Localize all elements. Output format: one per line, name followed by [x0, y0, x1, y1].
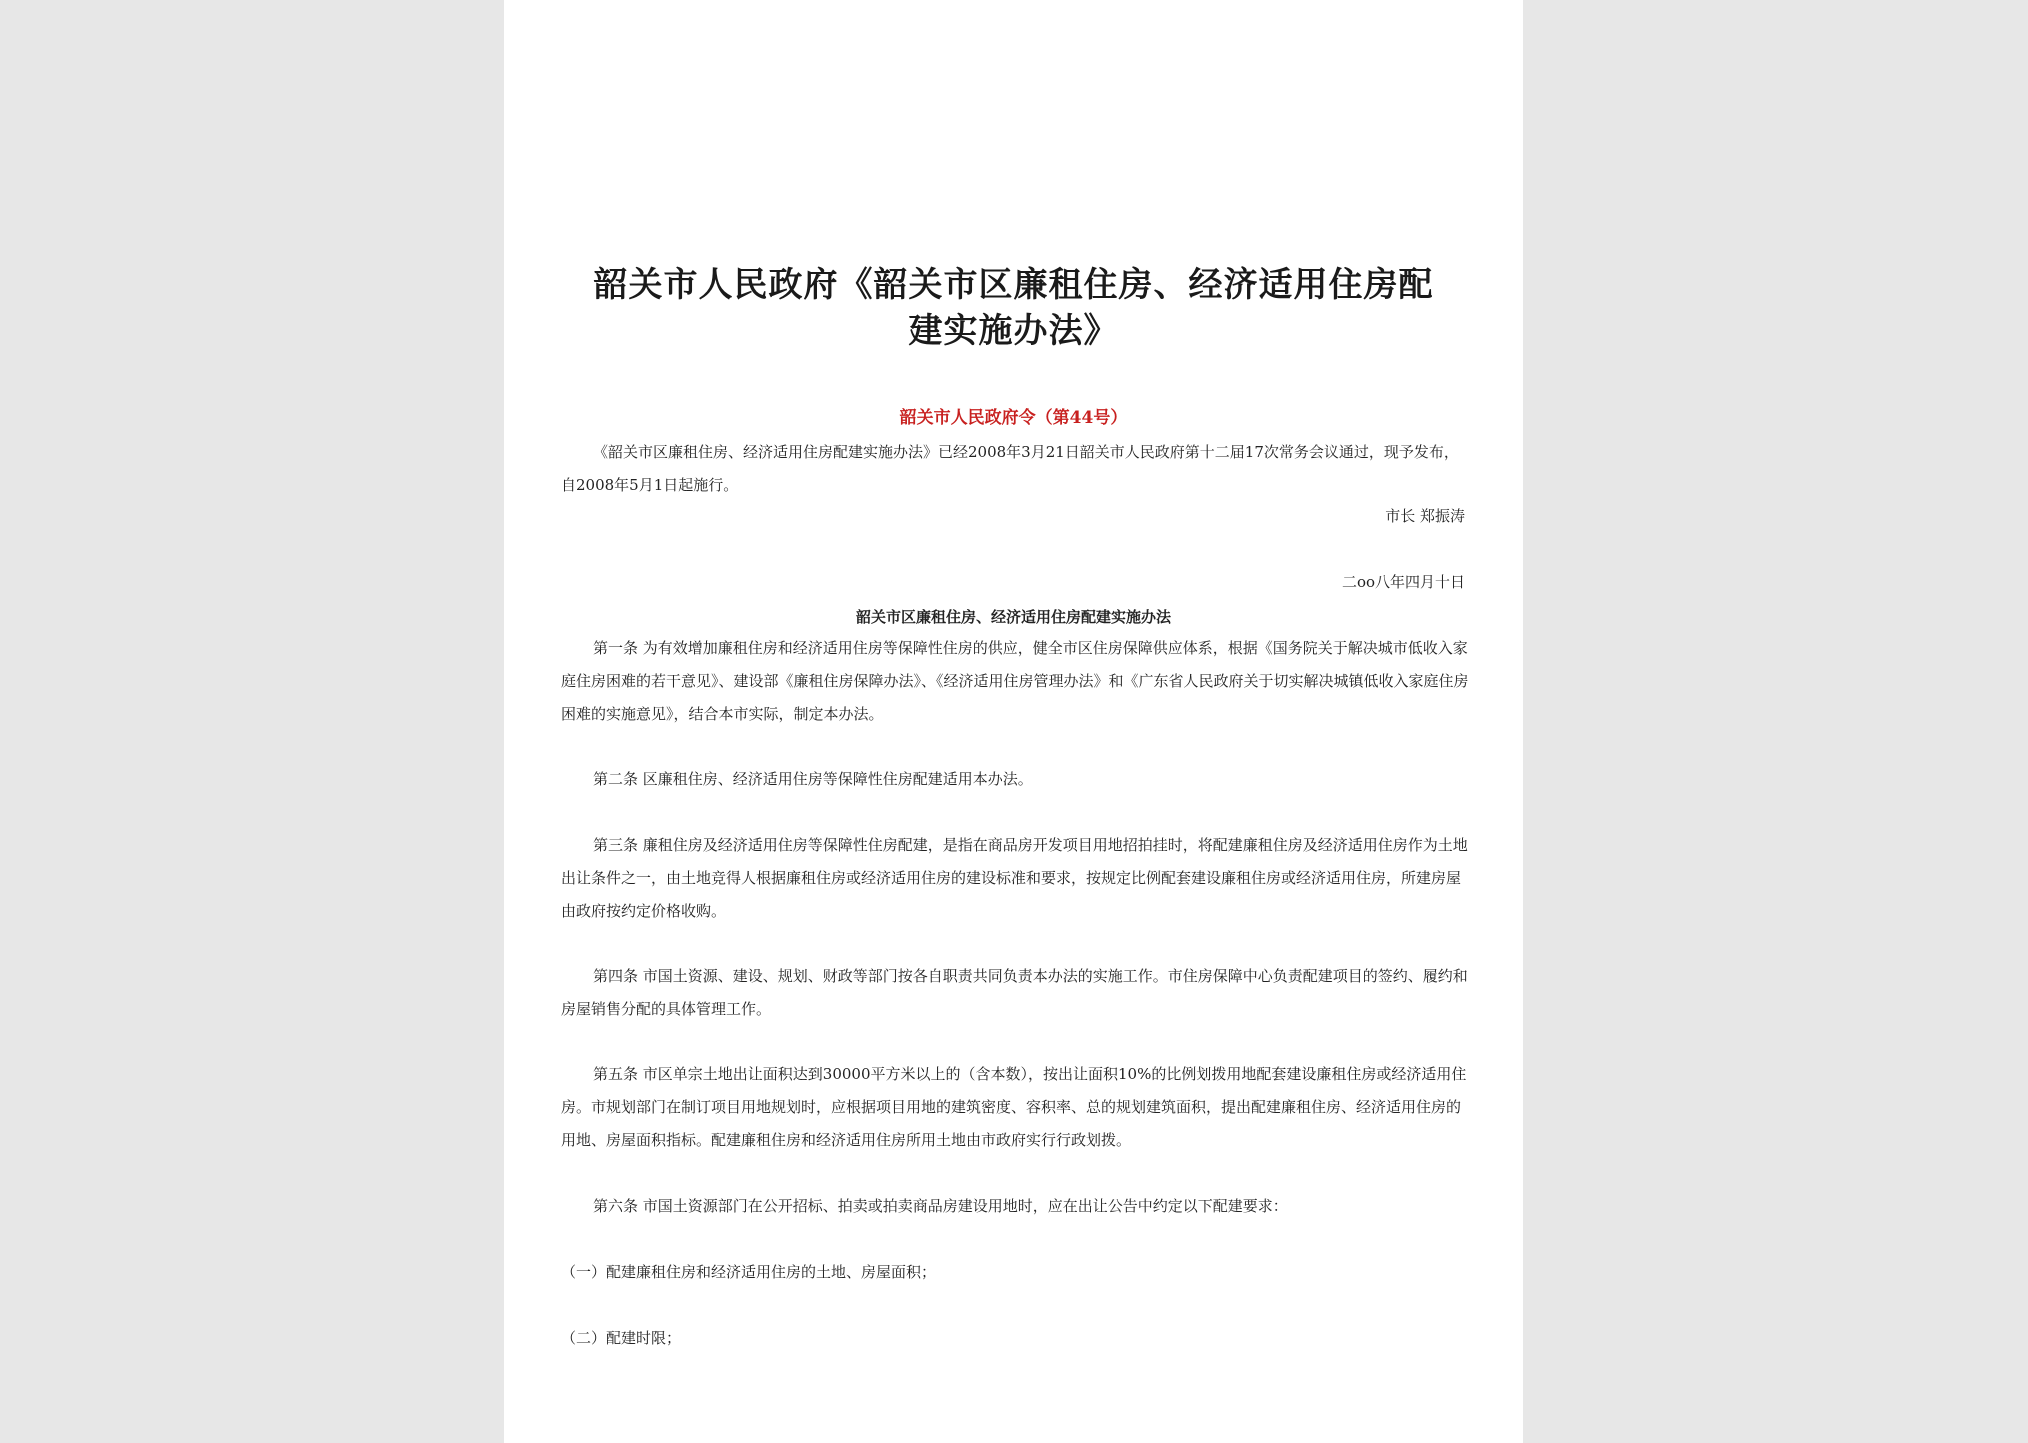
- list-item-2: （二）配建时限；: [561, 1329, 682, 1347]
- list-item-1: （一）配建廉租住房和经济适用住房的土地、房屋面积；: [561, 1263, 937, 1281]
- article-2: 第二条 区廉租住房、经济适用住房等保障性住房配建适用本办法。: [593, 770, 1033, 788]
- article-5: 第五条 市区单宗土地出让面积达到30000平方米以上的（含本数），按出让面积10%的比例划拨用地配套建设廉租住房或经济适用住房。市规划部门在制订项目用地规划时，应根据项目用地的建筑密度、容积率、总的规划建筑面积，提出配建廉租住房、经济适用住房的用地、房屋面积指标。配建廉租住房和经济适用住房所用土地由市政府实行行政划拨。: [561, 1065, 1467, 1149]
- intro-paragraph: 《韶关市区廉租住房、经济适用住房配建实施办法》已经2008年3月21日韶关市人民政府第十二届17次常务会议通过，现予发布，自2008年5月1日起施行。: [561, 443, 1459, 494]
- document-title: [566, 262, 1461, 354]
- regulation-subtitle: 韶关市区廉租住房、经济适用住房配建实施办法: [855, 608, 1171, 626]
- article-3: 第三条 廉租住房及经济适用住房等保障性住房配建，是指在商品房开发项目用地招拍挂时，将配建廉租住房及经济适用住房作为土地出让条件之一，由土地竞得人根据廉租住房或经济适用住房的建设标准和要求，按规定比例配套建设廉租住房或经济适用住房，所建房屋由政府按约定价格收购。: [561, 836, 1468, 920]
- article-6: 第六条 市国土资源部门在公开招标、拍卖或拍卖商品房建设用地时，应在出让公告中约定以下配建要求：: [593, 1197, 1288, 1215]
- decree-number: 韶关市人民政府令（第44号）: [899, 408, 1128, 428]
- date-line: 二oo八年四月十日: [1341, 573, 1465, 591]
- title-line-2: 建实施办法》: [908, 311, 1119, 351]
- signature: 市长 郑振涛: [1385, 507, 1465, 525]
- document-page: [504, 0, 1523, 1443]
- title-line-1: 韶关市人民政府《韶关市区廉租住房、经济适用住房配: [593, 265, 1434, 305]
- article-4: 第四条 市国土资源、建设、规划、财政等部门按各自职责共同负责本办法的实施工作。市住房保障中心负责配建项目的签约、履约和房屋销售分配的具体管理工作。: [561, 967, 1468, 1018]
- article-1: 第一条 为有效增加廉租住房和经济适用住房等保障性住房的供应，健全市区住房保障供应体系，根据《国务院关于解决城市低收入家庭住房困难的若干意见》、建设部《廉租住房保障办法》、《经济适用住房管理办法》和《广东省人民政府关于切实解决城镇低收入家庭住房困难的实施意见》，结合本市实际，制定本办法。: [561, 639, 1469, 723]
